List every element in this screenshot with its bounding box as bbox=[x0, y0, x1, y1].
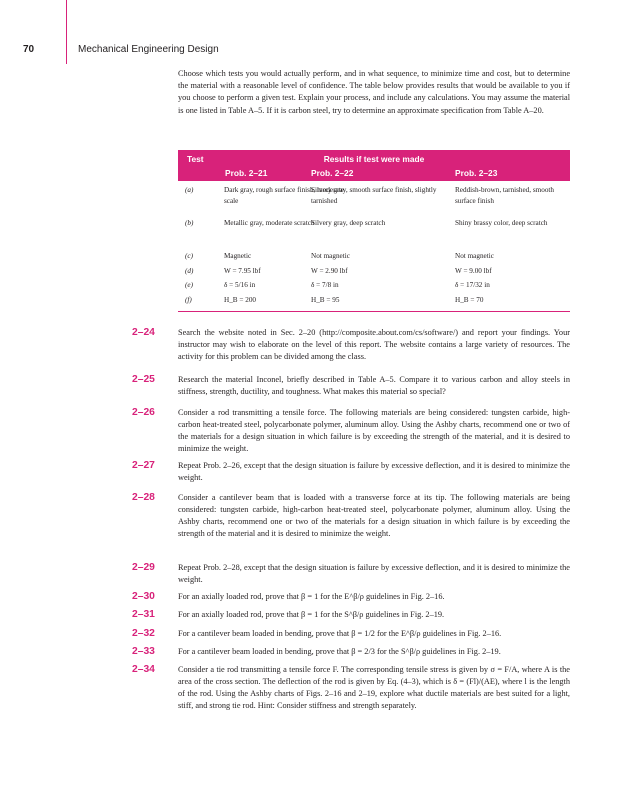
cell-prob-2-21: Magnetic bbox=[224, 252, 252, 260]
problem-text: For an axially loaded rod, prove that β = 1 for the S^β/ρ guidelines in Fig. 2–19. bbox=[178, 610, 445, 619]
cell-prob-2-21: Dark gray, rough surface finish, moderate scale bbox=[224, 186, 344, 206]
problem-number: 2–32 bbox=[132, 628, 155, 639]
table-row bbox=[178, 251, 570, 266]
problem-number: 2–29 bbox=[132, 562, 155, 573]
problem-text: Repeat Prob. 2–26, except that the design situation is failure by excessive deflection, and it is desired to minimize the weight. bbox=[178, 461, 570, 483]
cell-prob-2-23: Reddish-brown, tarnished, smooth surface finish bbox=[455, 186, 555, 206]
cell-prob-2-22: Silvery gray, deep scratch bbox=[311, 219, 386, 227]
problem-number: 2–34 bbox=[132, 664, 155, 675]
problem-text: For a cantilever beam loaded in bending, prove that β = 2/3 for the S^β/ρ guidelines in Fig. 2–19. bbox=[178, 647, 501, 656]
table-row bbox=[178, 295, 570, 310]
problem-number: 2–27 bbox=[132, 460, 155, 471]
cell-prob-2-23: δ = 17/32 in bbox=[455, 281, 490, 289]
test-header: Test bbox=[187, 154, 204, 164]
problem-number: 2–30 bbox=[132, 591, 155, 602]
table-row bbox=[178, 280, 570, 295]
problem-number: 2–33 bbox=[132, 646, 155, 657]
cell-prob-2-23: Not magnetic bbox=[455, 252, 494, 260]
problem-text: Repeat Prob. 2–28, except that the design situation is failure by excessive deflection, and it is desired to minimize the weight. bbox=[178, 563, 570, 585]
intro-paragraph bbox=[178, 68, 570, 117]
row-label: (e) bbox=[185, 281, 193, 289]
cell-prob-2-22: Silvery gray, smooth surface finish, slightly tarnished bbox=[311, 186, 437, 206]
table-row bbox=[178, 266, 570, 281]
row-label: (b) bbox=[185, 219, 194, 227]
table-header bbox=[178, 150, 570, 181]
page-header bbox=[0, 44, 626, 58]
col-header-prob-2-23: Prob. 2–23 bbox=[455, 168, 498, 178]
problem-number: 2–26 bbox=[132, 407, 155, 418]
cell-prob-2-21: W = 7.95 lbf bbox=[224, 266, 261, 275]
problem-number: 2–28 bbox=[132, 492, 155, 503]
problem-number: 2–31 bbox=[132, 609, 155, 620]
row-label: (f) bbox=[185, 295, 192, 304]
problem-text: Consider a tie rod transmitting a tensile force F. The corresponding tensile stress is given by σ = F/A, where A is the area of the cross section. The deflection of the rod is given by Eq. (4–3), which is δ = (Fl)/(AE), where l is the length of the rod. Using the Ashby charts of Figs. 2–16 and 2–19, explore what ductile materials are best suited for a light, stiff, and strong tie rod. Hint: Consider stiffness and strength separately. bbox=[178, 665, 570, 711]
row-label: (d) bbox=[185, 266, 194, 275]
problem-text: Consider a cantilever beam that is loaded with a transverse force at its tip. The following materials are being considered: tungsten carbide, high-carbon heat-treated steel, polycarbonate polymer, aluminum alloy. Using the Ashby charts, recommend one or two of the materials for a design situation in which failure is by exceeding the strength of the material and it is desired to minimize the weight. bbox=[178, 493, 570, 539]
row-label: (c) bbox=[185, 252, 193, 260]
cell-prob-2-22: W = 2.90 lbf bbox=[311, 266, 348, 275]
cell-prob-2-21: H_B = 200 bbox=[224, 295, 257, 304]
table-row bbox=[178, 218, 570, 251]
results-header: Results if test were made bbox=[323, 154, 425, 164]
test-results-table bbox=[178, 150, 570, 309]
cell-prob-2-23: Shiny brassy color, deep scratch bbox=[455, 219, 548, 227]
problem-text: For a cantilever beam loaded in bending, prove that β = 1/2 for the E^β/ρ guidelines in Fig. 2–16. bbox=[178, 629, 502, 638]
cell-prob-2-22: δ = 7/8 in bbox=[311, 281, 339, 289]
cell-prob-2-21: Metallic gray, moderate scratch bbox=[224, 219, 315, 227]
problem-text: Consider a rod transmitting a tensile force. The following materials are being considered: tungsten carbide, high-carbon heat-treated steel, polycarbonate polymer, aluminum alloy. Using the Ashby charts, recommend one or two of the materials for a design situation in which failure is by exceeding the strength of the material, and it is desired to minimize the weight. bbox=[178, 408, 570, 454]
table-bottom-rule bbox=[178, 311, 570, 312]
problem-text: Research the material Inconel, briefly described in Table A–5. Compare it to various carbon and alloy steels in stiffness, strength, ductility, and toughness. What makes this material so special? bbox=[178, 375, 570, 397]
problem-number: 2–24 bbox=[132, 327, 155, 338]
col-header-prob-2-22: Prob. 2–22 bbox=[311, 168, 354, 178]
table-row bbox=[178, 185, 570, 218]
problem-number: 2–25 bbox=[132, 374, 155, 385]
cell-prob-2-21: δ = 5/16 in bbox=[224, 281, 256, 289]
problem-text: Search the website noted in Sec. 2–20 (http://composite.about.com/cs/software/) and report your findings. Your instructor may wish to elaborate on the level of this report. The website contains a large variety of resources. The activity for this problem can be divided among the class. bbox=[178, 328, 570, 362]
cell-prob-2-22: Not magnetic bbox=[311, 252, 350, 260]
cell-prob-2-23: W = 9.00 lbf bbox=[455, 266, 492, 275]
intro-text: Choose which tests you would actually perform, and in what sequence, to minimize time and cost, but to determine the material with a reasonable level of confidence. The table below provides results that would be available to you if you choose to perform a given test. Explain your process, and include any calculations. You may assume the material is one listed in Table A–5. If it is carbon steel, try to determine an approximate specification from Table A–20. bbox=[178, 69, 570, 115]
page-number: 70 bbox=[23, 44, 35, 55]
cell-prob-2-22: H_B = 95 bbox=[311, 295, 340, 304]
row-label: (a) bbox=[185, 186, 194, 194]
cell-prob-2-23: H_B = 70 bbox=[455, 295, 484, 304]
problem-text: For an axially loaded rod, prove that β = 1 for the E^β/ρ guidelines in Fig. 2–16. bbox=[178, 592, 445, 601]
col-header-prob-2-21: Prob. 2–21 bbox=[225, 168, 268, 178]
running-title: Mechanical Engineering Design bbox=[78, 44, 219, 55]
